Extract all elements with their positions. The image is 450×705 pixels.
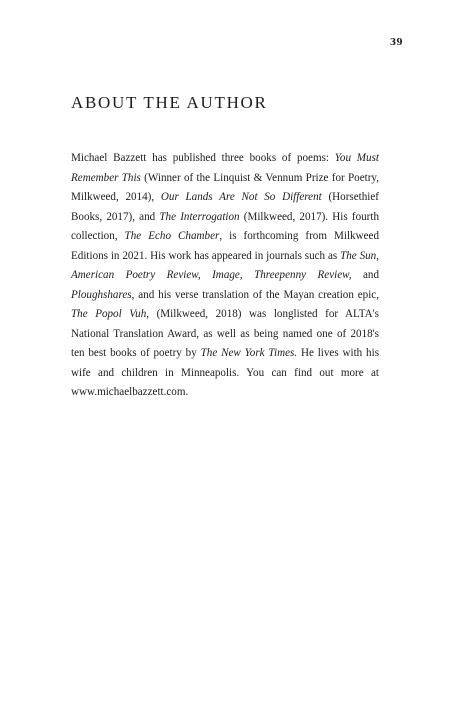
bio-text-9: He lives with his wife and children in Minneapolis. You can find out more at www.michaelbazzett.com.	[71, 347, 380, 398]
book-title-the-interrogation: The Interrogation	[159, 210, 240, 223]
journal-titles: The Sun, American Poetry Review, Image, Threepenny Review,	[71, 249, 379, 281]
bio-text-1: Michael Bazzett has published three books of poems:	[71, 152, 335, 164]
bio-text-8: (Milkweed, 2018) was longlisted for ALTA's National Translation Award, as well as being named one of 2018's ten best books of poetry by	[71, 308, 379, 359]
bio-text-7: , and his verse translation of the Mayan creation epic,	[131, 288, 379, 301]
page-number: 39	[389, 38, 403, 48]
bio-text-5: , is forthcoming from Milkweed Editions in 2021. His work has appeared in journals such as	[71, 230, 379, 262]
journal-title-ploughshares: Ploughshares	[71, 288, 132, 301]
book-title-our-lands: Our Lands Are Not So Different	[160, 191, 322, 203]
bio-text-4: (Milkweed, 2017). His fourth collection,	[71, 210, 379, 242]
page-title: ABOUT THE AUTHOR	[71, 93, 268, 112]
book-title-the-popol-vuh: The Popol Vuh,	[71, 308, 150, 320]
book-title-the-echo-chamber: The Echo Chamber	[124, 230, 220, 242]
bio-text-6: and	[351, 269, 379, 281]
publication-the-new-york-times: The New York Times.	[200, 347, 298, 359]
bio-text-3: (Horsethief Books, 2017), and	[71, 191, 379, 223]
bio-text-2: (Winner of the Linquist & Vennum Prize for Poetry, Milkweed, 2014),	[71, 171, 379, 203]
author-bio-paragraph	[71, 149, 379, 403]
book-title-you-must-remember-this: You Must Remember This	[71, 152, 379, 184]
